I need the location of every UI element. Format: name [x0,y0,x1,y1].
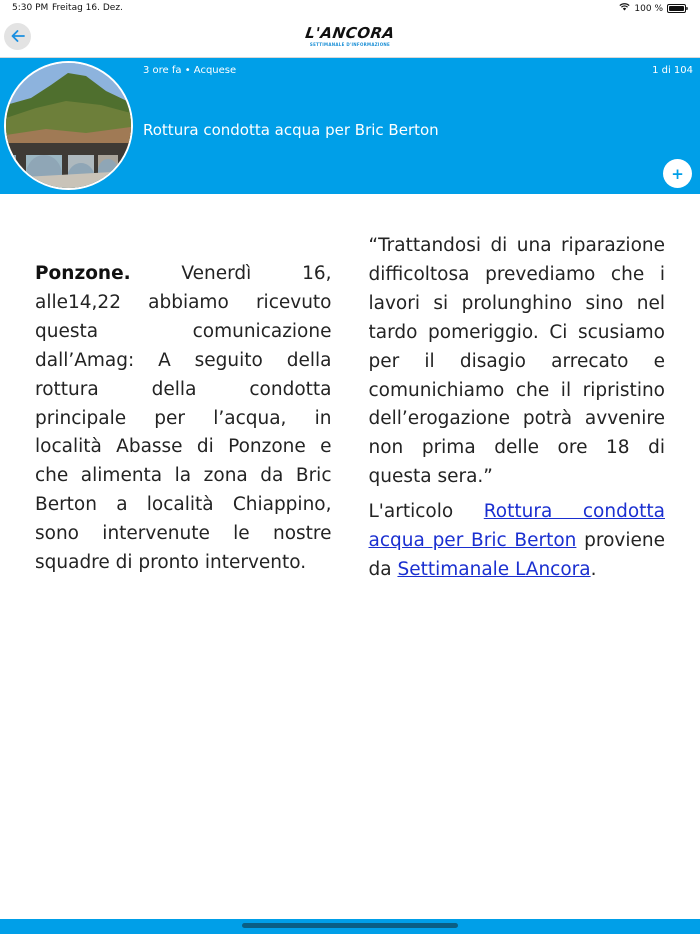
brand-logo [301,26,399,47]
logo-tagline: SETTIMANALE D'INFORMAZIONE [309,42,391,47]
status-indicators [619,3,686,14]
article-counter: 1 di 104 [652,65,693,76]
wifi-icon [619,3,630,14]
source-prefix: L'articolo [368,501,484,523]
status-date: Freitag 16. Dez. [52,3,123,13]
battery-full-icon [667,4,686,13]
nav-bar [0,18,700,57]
plus-icon: + [671,164,684,183]
article-paragraph-lead [35,260,332,578]
article-header [0,57,700,194]
status-bar [0,0,700,18]
article-quote: “Trattandosi di una riparazione difficoltosa prevediamo che i lavori si prolunghino sino nel tardo pomeriggio. Ci scusiamo per il disagio arrecato e comunichiamo che il ripristino dell’erogazione potrà avvenire non prima delle ore 18 di questa sera.” [368,235,665,488]
lead-text: Venerdì 16, alle14,22 abbiamo ricevuto questa comunicazione dall’Amag: A seguito della rottura della condotta principale per l’acqua, in località Abasse di Ponzone e che alimenta la zona da Bric Berton a località Chiappino, sono intervenute le nostre squadre di pronto intervento. [35,263,332,574]
add-button[interactable] [663,159,692,188]
article-link[interactable]: Rottura condotta acqua per Bric Berton [368,501,665,552]
article-source-line [369,498,666,585]
article-body [35,232,665,587]
article-title: Rottura condotta acqua per Bric Berton [143,121,439,139]
home-indicator[interactable] [242,923,458,928]
logo-wordmark: L'ANCORA [304,24,396,42]
bottom-bar [0,919,700,934]
status-time: 5:30 PM [12,3,49,13]
source-middle: proviene da [368,530,665,580]
dateline: Ponzone. [35,263,131,284]
battery-percent: 100 % [634,3,663,14]
article-thumbnail [4,61,133,190]
back-button[interactable] [4,23,31,50]
arrow-left-icon [11,27,25,46]
article-meta: 3 ore fa • Acquese [143,65,237,76]
source-link[interactable]: Settimanale LAncora [397,558,591,580]
source-suffix: . [590,558,597,580]
